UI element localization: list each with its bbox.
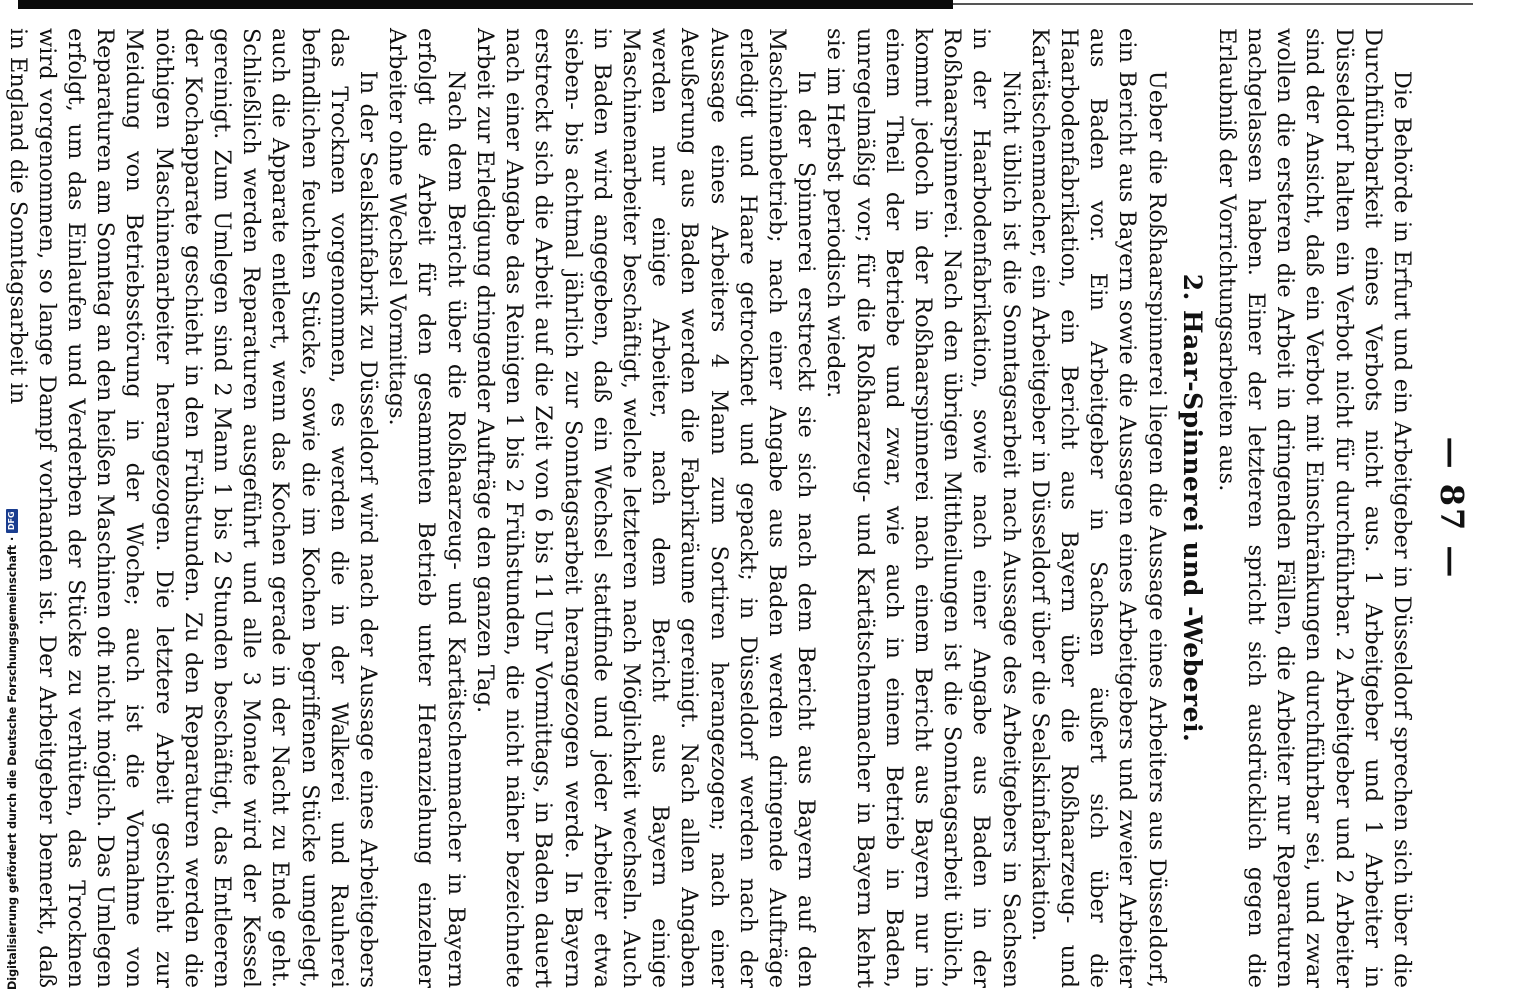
section-paragraph-4: Nach dem Bericht über die Roßhaarzeug- und Kartätschenmacher in Bayern erfolgt die Arbeit für den gesammten Betrieb unter Heranziehung einzelner Arbeiter ohne Wechsel Vormittags. [384, 28, 469, 988]
section-heading: 2. Haar-Spinnerei und -Weberei. [1177, 273, 1207, 743]
intro-paragraph: Die Behörde in Erfurt und ein Arbeitgeber in Düsseldorf sprechen sich über die Durchführbarkeit eines Verbots nicht aus. 1 Arbeitgeber und 1 Arbeiter in Düsseldorf halten ein Verbot nicht für durchführbar. 2 Arbeitgeber und 2 Arbeiter sind der Ansicht, daß ein Verbot mit Einschränkungen durchführbar sei, und zwar wollen die ersteren die Arbeit in dringenden Fällen, die Arbeiter nur Reparaturen nachgelassen haben. Einer der letzteren spricht sich ausdrücklich gegen die Erlaubniß der Vorrichtungsarbeiten aus. [1213, 28, 1415, 988]
dfg-logo-icon: DFG [6, 509, 18, 533]
section-paragraph-1: Ueber die Roßhaarspinnerei liegen die Aussage eines Arbeiters aus Düsseldorf, ein Bericht aus Bayern sowie die Aussagen eines Arbeitgebers und zweier Arbeiter aus Baden vor. Ein Arbeitgeber in Sachsen äußert sich über die Haarbodenfabrikation, ein Bericht aus Bayern über die Roßhaarzeug- und Kartätschenmacher, ein Arbeitgeber in Düsseldorf über die Sealskinfabrikation. [1026, 28, 1170, 988]
digitization-credit-text: Digitalisierung gefördert durch die Deutsche Forschungsgemeinschaft · [5, 536, 19, 990]
top-scan-border-thin [953, 3, 1473, 5]
page-number: — 87 — [1433, 436, 1471, 580]
digitization-credit [2, 230, 22, 990]
top-scan-border [18, 0, 953, 9]
section-paragraph-3: In der Spinnerei erstreckt sie sich nach dem Bericht aus Bayern auf den Maschinenbetrieb; nach einer Angabe aus Baden werden dringende Aufträge erledigt und Haare getrocknet und gepackt; in Düsseldorf werden nach der Aussage eines Arbeiters 4 Mann zum Sortiren herangezogen; nach einer Aeußerung aus Baden werden die Fabrikräume gereinigt. Nach allen Angaben werden nur einige Arbeiter, nach dem Bericht aus Bayern einige Maschinenarbeiter beschäftigt, welche letzteren nach Möglichkeit wechseln. Auch in Baden wird angegeben, daß ein Wechsel stattfinde und jeder Arbeiter etwa sieben- bis achtmal jährlich zur Sonntagsarbeit herangezogen werde. In Bayern erstreckt sich die Arbeit auf die Zeit von 6 bis 11 Uhr Vormittags, in Baden dauert nach einer Angabe das Reinigen 1 bis 2 Frühstunden, die nicht näher bezeichnete Arbeit zur Erledigung dringender Aufträge den ganzen Tag. [471, 28, 820, 988]
section-paragraph-5: In der Sealskinfabrik zu Düsseldorf wird nach der Aussage eines Arbeitgebers das Trocknen vorgenommen, es werden die in der Walkerei und Rauherei befindlichen feuchten Stücke, sowie die im Kochen begriffenen Stücke umgelegt, auch die Apparate entleert, wenn das Kochen gerade in der Nacht zu Ende geht. Schließlich werden Reparaturen ausgeführt und alle 3 Monate wird der Kessel gereinigt. Zum Umlegen sind 2 Mann 1 bis 2 Stunden beschäftigt, das Entleeren der Kochapparate geschieht in den Frühstunden. Zu den Reparaturen werden die nöthigen Maschinenarbeiter herangezogen. Die letztere Arbeit geschieht zur Meidung von Betriebsstörung in der Woche; auch ist die Vornahme von Reparaturen am Sonntag an den heißen Maschinen oft nicht möglich. Das Umlegen erfolgt, um das Einlaufen und Verderben der Stücke zu verhüten, das Trocknen wird vorgenommen, so lange Dampf vorhanden ist. Der Arbeitgeber bemerkt, daß in England die Sonntagsarbeit in [4, 28, 382, 988]
section-paragraph-2: Nicht üblich ist die Sonntagsarbeit nach Aussage des Arbeitgebers in Sachsen in der Haarbodenfabrikation, sowie nach einer Angabe aus Baden in der Roßhaarspinnerei. Nach den übrigen Mittheilungen ist die Sonntagsarbeit üblich, kommt jedoch in der Roßhaarspinnerei nach einem Bericht aus Bayern nur in einem Theil der Betriebe und zwar, wie auch in einem Betrieb in Baden, unregelmäßig vor; für die Roßhaarzeug- und Kartätschenmacher in Bayern kehrt sie im Herbst periodisch wieder. [822, 28, 1024, 988]
